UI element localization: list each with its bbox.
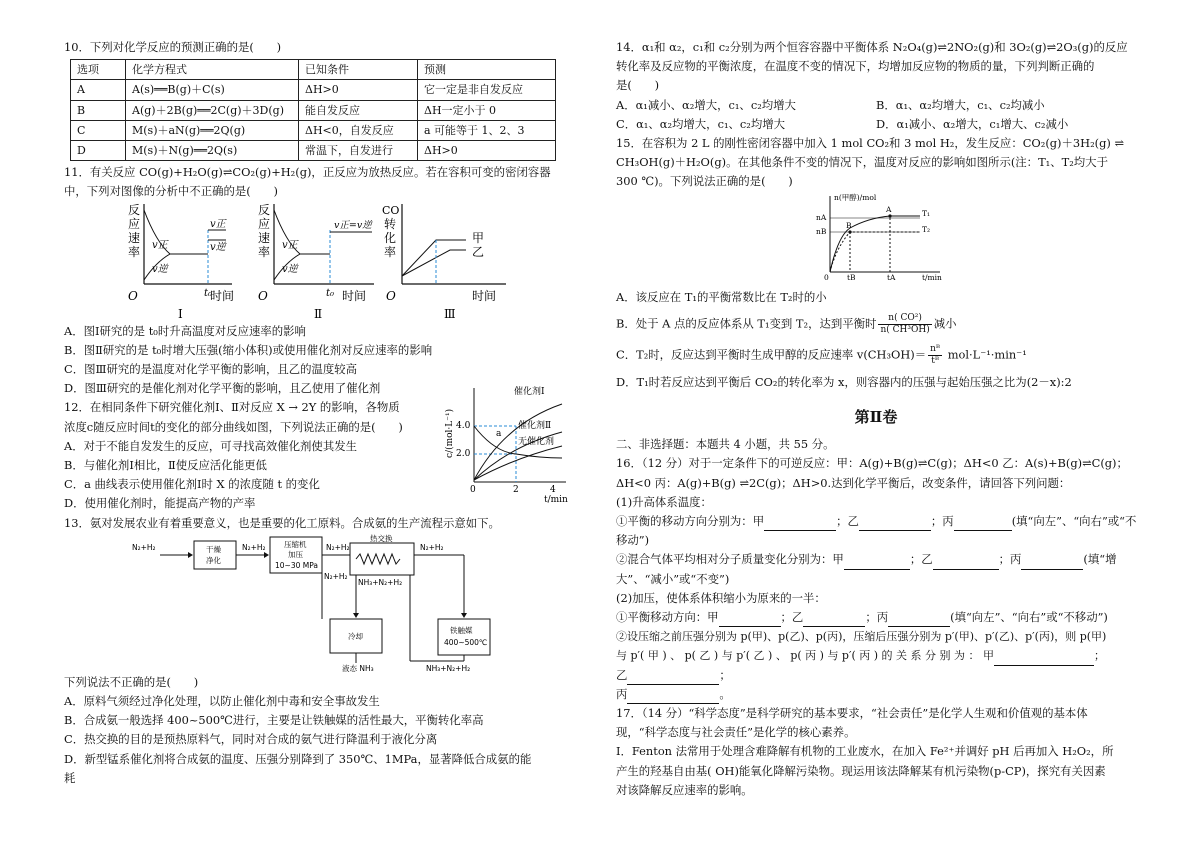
table-cell: ΔH>0 (418, 141, 556, 161)
label-a: a (496, 429, 502, 440)
table-cell: A (71, 80, 126, 100)
point-b-label: B (846, 220, 852, 230)
v-rev-label: v逆 (152, 263, 168, 275)
q16-text: ；乙 (909, 552, 933, 567)
q15-option-a: A．该反应在 T₁的平衡常数比在 T₂时的小 (616, 289, 827, 304)
table-cell: M(s)＋aN(g)══2Q(g) (126, 120, 299, 140)
answer-blank[interactable] (859, 516, 931, 531)
flow-box-text: 铁触媒 (450, 625, 473, 635)
q13-stem: 13．氨对发展农业有着重要意义，也是重要的化工原料。合成氨的生产流程示意如下。 (64, 515, 500, 530)
q15-option-b (616, 313, 1136, 336)
table-header-row (71, 60, 556, 80)
table-cell: ΔH>0 (299, 80, 418, 100)
table-cell: ΔH<0，自发反应 (299, 120, 418, 140)
q16-text: ；乙 (780, 610, 804, 625)
origin-label: O (386, 288, 396, 303)
q16-line-9 (616, 608, 1136, 627)
ylabel-char: 应 (258, 216, 271, 231)
flow-box-text: 压缩机 (284, 539, 307, 549)
series-label-t2: T₂ (922, 224, 931, 234)
ylabel-char: CO (382, 203, 400, 217)
series-label-yi: 乙 (472, 244, 485, 259)
q14-options-row-2 (616, 115, 1136, 134)
flow-box-text: 加压 (288, 549, 303, 559)
q15-option-c-text: mol·L⁻¹·min⁻¹ (944, 347, 1027, 362)
ytick: nA (816, 212, 827, 222)
q16-line-13 (616, 685, 1136, 704)
table-cell: 常温下，自发进行 (299, 141, 418, 161)
table-row (71, 80, 556, 100)
xtick: tB (847, 272, 856, 282)
arrowhead (188, 552, 193, 558)
answer-blank[interactable] (933, 555, 999, 570)
t0-label: t₀ (326, 287, 335, 299)
q16-line-2: ΔH<0 丙：A(g)+B(g) ⇌2C(g)；ΔH>0.达到化学平衡后，改变条件，请回答下列问题： (616, 475, 1071, 490)
table-cell: ΔH一定小于 0 (418, 100, 556, 120)
q16-text: (填“增 (1083, 552, 1117, 567)
answer-blank[interactable] (764, 516, 836, 531)
q13-flowchart (64, 533, 558, 673)
ylabel-char: 反 (128, 202, 141, 217)
series-label: 无催化剂 (518, 437, 555, 448)
ylabel-char: 化 (384, 230, 397, 245)
series-label-t1: T₁ (922, 208, 931, 218)
q16-line-12 (616, 666, 1136, 685)
ytick: nB (816, 226, 827, 236)
table-header: 预测 (418, 60, 556, 80)
table-cell: A(s)══B(g)＋C(s) (126, 80, 299, 100)
q16-text: (填“向左”、“向右”或“不 (1011, 514, 1137, 529)
q15-option-b-text: 减小 (933, 316, 957, 331)
ylabel: c/(mol·L⁻¹) (445, 409, 455, 459)
graph-caption: Ⅱ (314, 306, 323, 321)
series-label-jia: 甲 (472, 230, 485, 245)
table-header: 化学方程式 (126, 60, 299, 80)
xlabel: t/min (922, 272, 942, 282)
ylabel-char: 率 (384, 244, 397, 259)
q16-line-4 (616, 512, 1136, 531)
q13-option-a: A．原料气须经过净化处理，以防止催化剂中毒和安全事故发生 (64, 694, 380, 709)
q15-option-c (616, 344, 1136, 367)
v-fwd-label: v正 (210, 218, 226, 230)
q16-text: ；丙 (930, 514, 954, 529)
q12-option-c: C．a 曲线表示使用催化剂Ⅰ时 X 的浓度随 t 的变化 (64, 477, 320, 492)
q17-line-1: 17．（14 分）“科学态度”是科学研究的基本要求，“社会责任”是化学人生观和价值观的基本体 (616, 706, 1088, 721)
fraction-denominator: tᴮ (931, 355, 939, 366)
q16-text: ①平衡移动方向：甲 (616, 610, 719, 625)
q16-text: 丙 (616, 686, 628, 701)
xtick: 0 (470, 485, 476, 496)
curve-nocat (474, 446, 562, 480)
q11-stem-2: 中，下列对图像的分析中不正确的是( ) (64, 184, 278, 199)
ylabel-char: 转 (384, 216, 397, 231)
table-header: 已知条件 (299, 60, 418, 80)
series-label: 催化剂Ⅰ (514, 387, 545, 398)
answer-blank[interactable] (844, 555, 910, 570)
q16-text: 。 (719, 686, 731, 701)
q12-option-a: A．对于不能自发发生的反应，可寻找高效催化剂使其发生 (64, 438, 357, 453)
q13-ask: 下列说法不正确的是( ) (64, 674, 199, 689)
q14-option-c: C．α₁、α₂均增大，c₁、c₂均增大 (616, 116, 786, 131)
flow-label: N₂+H₂ (242, 542, 266, 552)
q16-text: ； (719, 667, 731, 682)
graph-caption: Ⅰ (178, 306, 183, 321)
q15-stem-3: 300 ℃)。下列说法正确的是( ) (616, 174, 793, 189)
graph-caption: Ⅲ (444, 306, 456, 321)
xtick: 4 (550, 485, 556, 496)
q16-text: (填“向左”、“向右”或“不移动”) (950, 610, 1108, 625)
ylabel-char: 率 (128, 244, 141, 259)
table-cell: B (71, 100, 126, 120)
ylabel: n(甲醇)/mol (834, 192, 877, 202)
q11-option-c: C．图Ⅲ研究的是温度对化学平衡的影响，且乙的温度较高 (64, 362, 358, 377)
q14-stem-3: 是( ) (616, 78, 660, 93)
fraction-denominator: n( CH³OH) (880, 324, 930, 335)
answer-blank[interactable] (954, 516, 1012, 531)
q17-line-2: 现，“科学态度与社会责任”是化学的核心素养。 (616, 725, 856, 740)
fraction-numerator: n( CO²) (878, 313, 931, 325)
q11-graph-2 (258, 203, 374, 321)
v-rev-label: v逆 (282, 263, 298, 275)
q16-text: ；乙 (836, 514, 859, 529)
part2-intro: 二、非选择题：本题共 4 小题，共 55 分。 (616, 437, 835, 452)
table-header: 选项 (71, 60, 126, 80)
q16-line-1: 16．（12 分）对于一定条件下的可逆反应：甲：A(g)+B(g)⇌C(g)；ΔH<0 乙：A(s)+B(g)⇌C(g)； (616, 456, 1128, 471)
q16-line-3: (1)升高体系温度： (616, 494, 712, 509)
q14-option-a: A．α₁减小、α₂增大，c₁、c₂均增大 (616, 97, 796, 112)
flow-box-text: 净化 (206, 555, 221, 565)
table-cell: M(s)＋N(g)══2Q(s) (126, 141, 299, 161)
fraction (878, 313, 931, 336)
point-a-label: A (886, 204, 892, 214)
xlabel: 时间 (472, 288, 497, 303)
series-yi (402, 250, 466, 276)
q14-stem-1: 14．α₁和 α₂，c₁和 c₂分别为两个恒容容器中平衡体系 N₂O₄(g)⇌2NO₂(g)和 3O₂(g)⇌2O₃(g)的反应 (616, 40, 1128, 54)
xlabel: 时间 (210, 288, 235, 303)
q11-option-b: B．图Ⅱ研究的是 t₀时增大压强(缩小体积)或使用催化剂对反应速率的影响 (64, 342, 433, 357)
v-rev-label: v逆 (210, 241, 226, 253)
arrowhead (264, 552, 269, 558)
flow-box-text: 热交换 (370, 533, 393, 543)
xtick: 2 (513, 485, 519, 496)
xlabel: 时间 (342, 288, 367, 303)
q15-stem-1: 15．在容积为 2 L 的刚性密闭容器中加入 1 mol CO₂和 3 mol H₂，发生反应：CO₂(g)＋3H₂(g) ⇌ (616, 136, 1124, 151)
right-column (616, 38, 1136, 800)
q16-line-11 (616, 646, 1136, 665)
q16-text: 与 p′( 甲 ) 、 p( 乙 ) 与 p′( 乙 ) 、 p( 丙 ) 与 p′( 丙 ) 的 关 系 分 别 为 ： 甲 (616, 649, 995, 663)
q15-option-d: D．T₁时若反应达到平衡后 CO₂的转化率为 x，则容器内的压强与起始压强之比为(2－x):2 (616, 374, 1072, 389)
q16-text: 乙 (616, 667, 628, 682)
answer-blank[interactable] (719, 612, 781, 627)
arrowhead (353, 613, 359, 618)
q11-option-d: D．图Ⅲ研究的是催化剂对化学平衡的影响，且乙使用了催化剂 (64, 381, 381, 396)
origin-label: O (258, 288, 268, 303)
ylabel-char: 反 (258, 202, 271, 217)
q15-option-c-text: C．T₂时，反应达到平衡时生成甲醇的反应速率 v(CH₃OH)＝ (616, 347, 927, 362)
heat-coil (356, 554, 400, 564)
curve-t2 (830, 232, 920, 272)
q12-option-b: B．与催化剂Ⅰ相比，Ⅱ使反应活化能更低 (64, 458, 267, 473)
q16-text: ；丙 (865, 610, 889, 625)
q10-table (70, 59, 556, 161)
q12-option-d: D．使用催化剂时，能提高产物的产率 (64, 496, 256, 511)
v-equal-label: v正=v逆 (334, 219, 372, 231)
point-a (888, 214, 891, 217)
fraction (928, 344, 942, 367)
xtick: tA (887, 272, 896, 282)
answer-blank[interactable] (627, 670, 719, 685)
table-cell: 它一定是非自发反应 (418, 80, 556, 100)
q10-stem: 10．下列对化学反应的预测正确的是( ) (64, 40, 282, 54)
ytick: 4.0 (456, 421, 471, 432)
ylabel-char: 速 (258, 230, 271, 245)
table-cell: 能自发反应 (299, 100, 418, 120)
v-fwd-label: v正 (282, 239, 298, 251)
q16-line-5: 移动”) (616, 533, 650, 548)
part2-title: 第Ⅱ卷 (854, 408, 898, 427)
flow-label-out: 液态 NH₃ (342, 663, 374, 673)
origin-label: O (128, 288, 138, 303)
point-b (848, 230, 851, 233)
series-label: 催化剂Ⅱ (518, 421, 552, 432)
q11-option-a: A．图Ⅰ研究的是 t₀时升高温度对反应速率的影响 (64, 323, 306, 338)
table-row (71, 141, 556, 161)
flow-box-text: 400~500℃ (444, 637, 488, 647)
q12-stem-2: 浓度c随反应时间t的变化的部分曲线如图，下列说法正确的是( ) (64, 419, 403, 434)
flow-label: N₂+H₂ (420, 542, 444, 552)
answer-blank[interactable] (627, 689, 719, 704)
flow-label-mix: NH₃+N₂+H₂ (358, 577, 403, 587)
q11-stem-1: 11．有关反应 CO(g)+H₂O(g)⇌CO₂(g)+H₂(g)，正反应为放热反应。若在容积可变的密闭容器 (64, 165, 551, 180)
q16-line-10: ②设压缩之前压强分别为 p(甲)、p(乙)、p(丙)，压缩后压强分别为 p′(甲)、p′(乙)、p′(丙)，则 p(甲) (616, 630, 1107, 644)
q16-text: ②混合气体平均相对分子质量变化分别为：甲 (616, 552, 844, 567)
fraction-numerator: nᴮ (930, 343, 941, 354)
xlabel: t/min (544, 495, 568, 505)
arrowhead (461, 613, 467, 618)
flow-box-catalyst (438, 619, 490, 655)
t0-label: t₀ (204, 287, 213, 299)
answer-blank[interactable] (803, 612, 865, 627)
ytick: 2.0 (456, 449, 471, 460)
q12-chart (444, 384, 572, 504)
q13-option-b: B．合成氨一般选择 400~500℃进行，主要是让铁触媒的活性最大，平衡转化率高 (64, 713, 484, 728)
table-row (71, 120, 556, 140)
ylabel-char: 速 (128, 230, 141, 245)
q14-option-b: B．α₁、α₂均增大，c₁、c₂均减小 (876, 97, 1045, 112)
answer-blank[interactable] (994, 651, 1094, 666)
table-cell: a 可能等于 1、2、3 (418, 120, 556, 140)
curve-t1 (830, 216, 920, 272)
q14-options-row-1 (616, 96, 1136, 115)
ylabel-char: 率 (258, 244, 271, 259)
q16-text: ①平衡的移动方向分别为：甲 (616, 514, 765, 529)
flow-box-text: 冷却 (348, 631, 363, 641)
ylabel-char: 应 (128, 216, 141, 231)
q12-stem-1: 12．在相同条件下研究催化剂Ⅰ、Ⅱ对反应 X → 2Y 的影响，各物质 (64, 400, 400, 415)
q14-stem-2: 转化率及反应物的平衡浓度，在温度不变的情况下，均增加反应物的物质的量，下列判断正确的 (616, 59, 1095, 74)
q16-line-6 (616, 550, 1136, 569)
q15-stem-2: CH₃OH(g)＋H₂O(g)。在其他条件不变的情况下，温度对反应的影响如图所示(注：T₁、T₂均大于 (616, 155, 1108, 170)
left-column (64, 38, 568, 788)
origin-label: 0 (824, 272, 829, 282)
q16-line-7: 大”、“减小”或“不变”) (616, 571, 730, 586)
flow-box-text: 干燥 (206, 544, 221, 554)
q15-chart (616, 192, 1136, 282)
flow-label-return: N₂+H₂ (324, 571, 348, 581)
answer-blank[interactable] (888, 612, 950, 627)
flow-label-mix2: NH₃+N₂+H₂ (426, 663, 471, 673)
answer-blank[interactable] (1021, 555, 1083, 570)
table-row (71, 100, 556, 120)
table-cell: C (71, 120, 126, 140)
flow-label-in: N₂+H₂ (132, 542, 156, 552)
q16-text: ；丙 (998, 552, 1022, 567)
q11-graph-3 (382, 204, 506, 321)
q14-option-d: D．α₁减小、α₂增大，c₁增大、c₂减小 (876, 116, 1069, 131)
q17-line-3: Ⅰ．Fenton 法常用于处理含难降解有机物的工业废水，在加入 Fe²⁺并调好 pH 后再加入 H₂O₂，所 (616, 744, 1114, 759)
q11-graph-1 (128, 203, 234, 321)
flow-box-text: 10~30 MPa (275, 560, 319, 570)
v-fwd-label: v正 (152, 239, 168, 251)
q16-text: ； (1094, 649, 1106, 663)
q13-option-c: C．热交换的目的是预热原料气，同时对合成的氨气进行降温利于液化分离 (64, 732, 438, 747)
table-cell: A(g)＋2B(g)══2C(g)＋3D(g) (126, 100, 299, 120)
table-cell: D (71, 141, 126, 161)
q15-option-b-text: B．处于 A 点的反应体系从 T₁变到 T₂，达到平衡时 (616, 316, 877, 331)
q16-line-8: (2)加压，使体系体积缩小为原来的一半： (616, 590, 826, 605)
q13-option-d: D．新型锰系催化剂将合成氨的温度、压强分别降到了 350℃、1MPa，显著降低合成氨的能 (64, 751, 532, 766)
q17-line-4: 产生的羟基自由基( OH)能氧化降解污染物。现运用该法降解某有机污染物(p-CP)，探究有关因素 (616, 763, 1106, 778)
q11-graphs (64, 202, 558, 322)
q13-option-d-cont: 耗 (64, 770, 76, 785)
q17-line-5: 对该降解反应速率的影响。 (616, 782, 753, 797)
flow-label: N₂+H₂ (326, 542, 350, 552)
